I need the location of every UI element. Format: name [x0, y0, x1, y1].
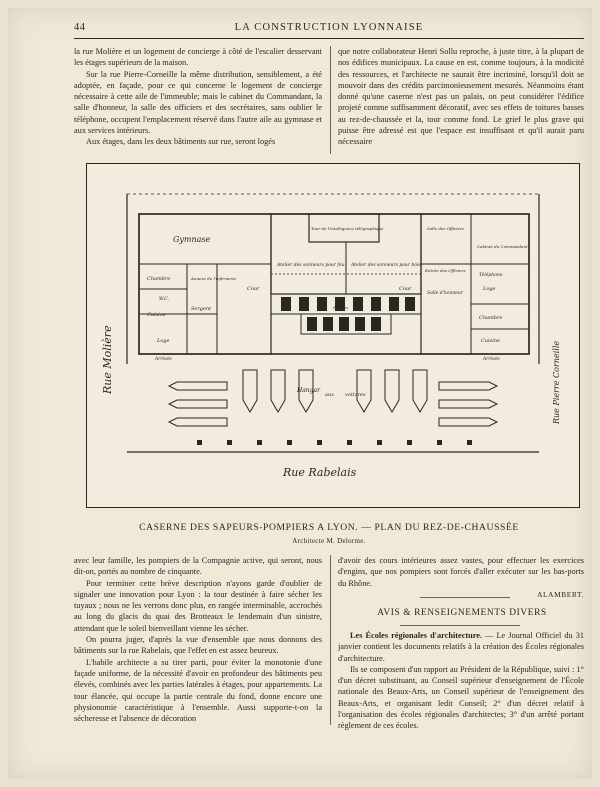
bottom-left-column	[74, 555, 322, 724]
label-cuisine-right: Cuisine	[481, 338, 500, 344]
label-loge-left: Loge	[157, 338, 170, 344]
right-wing	[421, 214, 529, 354]
page-number: 44	[74, 22, 86, 33]
label-salle-honneur: Salle d'honneur	[427, 291, 463, 296]
floor-plan	[86, 163, 580, 508]
paragraph: Ils se composent d'un rapport au Président de la République, suivi : 1° d'un décret substituant, au Conseil supérieur d'enseignement de l'École nationale des Beaux-Arts, un Conseil supérieur de l'enseignement des Beaux-Arts, et organisant ledit Conseil; 2° d'un décret relatif à l'organisation des écoles régionales d'architectes; 3° d'un arrêté portant règlement de ces écoles.	[338, 664, 584, 731]
label-hangar-aux: aux	[325, 392, 335, 398]
label-entree-officiers: Entrée des Officiers	[425, 268, 466, 273]
notice-column	[338, 630, 584, 732]
top-left-column	[74, 46, 322, 148]
label-stables: Écuries	[333, 305, 349, 310]
header-rule	[74, 38, 584, 39]
label-arrivee-right: Arrivée	[483, 357, 500, 362]
label-cour-right: Cour	[399, 286, 412, 292]
label-gymnase: Gymnase	[173, 235, 211, 244]
label-chambre: Chambre	[147, 276, 171, 282]
paragraph: Pour terminer cette brève description n'ayons garde d'oublier de signaler une innovation pour Lyon : la tour destinée à faire sécher les tuyaux ; nous ne les verrons donc plus, en rangée interminable, accrochés au long du glacis du quai des Brotteaux le lendemain d'un sinistre, attendant que le soleil bienveillant vienne les sécher.	[74, 578, 322, 633]
divider	[420, 597, 510, 598]
floor-plan-drawing	[87, 164, 579, 507]
label-atelier-right: Atelier des sonneurs pour bois	[351, 263, 421, 268]
label-cuisine: Cuisine	[147, 312, 166, 318]
label-rue-moliere: Rue Molière	[101, 325, 114, 394]
label-telephone: Téléphone	[479, 273, 503, 278]
notice-paragraph	[338, 630, 584, 664]
label-atelier-left: Atelier des sonneurs pour feu	[277, 263, 345, 268]
label-salle-officiers: Salle des Officiers	[427, 226, 464, 231]
paragraph: que notre collaborateur Henri Sollu reproche, à juste titre, à la plupart de nos édifices municipaux. La cause en est, comme toujours, à la modicité des ressources, et l'architecte ne saurait être incriminé, lorsqu'il doit se mouvoir dans des crédits parcimonieusement mesurés. Néanmoins étant donné qu'une caserne n'est pas un palais, on peut considérer l'édifice projeté comme suffisamment décoratif, avec ses effets de toitures basses au rez-de-chaussée et la, tour comme fond. Le grief le plus grave qui puisse être adressé est que l'espace est insuffisant et qu'il aurait paru nécessaire	[338, 47, 584, 147]
label-wc: W.C.	[159, 297, 169, 302]
label-annexe: Annexe de l'infirmerie	[191, 276, 237, 281]
label-arrivee-left: Arrivée	[155, 357, 172, 362]
label-rue-corneille: Rue Pierre Corneille	[552, 340, 561, 424]
paragraph: la rue Molière et un logement de concierge à côté de l'escalier desservant les étages supérieurs de la maison.	[74, 47, 322, 68]
column-rule	[330, 555, 331, 725]
paragraph: avec leur famille, les pompiers de la Compagnie active, qui seront, nous dit-on, portés au nombre de cinquante.	[74, 556, 322, 577]
top-right-column	[338, 46, 584, 148]
notice-heading: Les Écoles régionales d'architecture.	[350, 631, 483, 640]
label-loge-right: Loge	[483, 286, 496, 292]
plan-architect: Architecte M. Delorme.	[292, 537, 366, 545]
label-cour-left: Cour	[247, 286, 260, 292]
label-cabinet: Cabinet du Commandant	[477, 244, 528, 249]
label-sergent: Sergent	[191, 306, 212, 312]
notice-body: — Le Journal Officiel du 31 janvier contient les documents relatifs à la création des Écoles régionales d'architecture.	[338, 631, 584, 663]
paragraph: Sur la rue Pierre-Corneille la même distribution, sensiblement, a été adoptée, en façade, pour ce qui concerne le logement de concierge nécessaire à cette aile de l'immeuble; mais le cabinet du Commandant, la salle d'honneur, la salle des officiers et des secrétaires, sans oublier le téléphone, occupent l'emplacement réservé dans l'autre aile au gymnase et aux services intérieurs.	[74, 69, 322, 136]
signature: ALAMBERT.	[537, 589, 584, 599]
label-tour: Tour de l'intelligence télégraphique	[311, 226, 384, 231]
label-hangar: Hangar	[297, 387, 320, 394]
page-header	[74, 22, 584, 38]
bottom-right-column	[338, 555, 584, 600]
paragraph: d'avoir des cours intérieures assez vastes, pour effectuer les exercices d'engins, que nos pompiers sont forcés d'aller exécuter sur les bas-ports du Rhône.	[338, 556, 584, 588]
label-chambre-right: Chambre	[479, 315, 503, 321]
journal-title: LA CONSTRUCTION LYONNAISE	[234, 22, 424, 33]
column-rule	[330, 46, 331, 154]
plan-caption: CASERNE DES SAPEURS-POMPIERS A LYON. — PLAN DU REZ-DE-CHAUSSÉE	[139, 522, 519, 533]
divider	[400, 625, 520, 626]
paragraph: L'habile architecte a su tirer parti, pour éviter la monotonie d'une façade uniforme, de la nécessité d'avoir en profondeur des bâtiments peu élevés, combinés avec les parties latérales à étages, pour appartements. La tour élancée, qui occupe la partie centrale du fond, donne encore une physionomie caractéristique à l'ensemble. Aussi supporte-t-on la sécheresse et l'absence de décoration	[74, 657, 322, 724]
label-rue-rabelais: Rue Rabelais	[283, 466, 357, 479]
paragraph: On pourra juger, d'après la vue d'ensemble que nous donnons des bâtiments sur la rue Rabelais, que l'effet en est assez heureux.	[74, 635, 322, 656]
section-title: AVIS & RENSEIGNEMENTS DIVERS	[377, 608, 547, 618]
paragraph: Aux étages, dans les deux bâtiments sur rue, seront logés	[86, 137, 276, 147]
label-hangar-voitures: voitures	[345, 392, 366, 398]
